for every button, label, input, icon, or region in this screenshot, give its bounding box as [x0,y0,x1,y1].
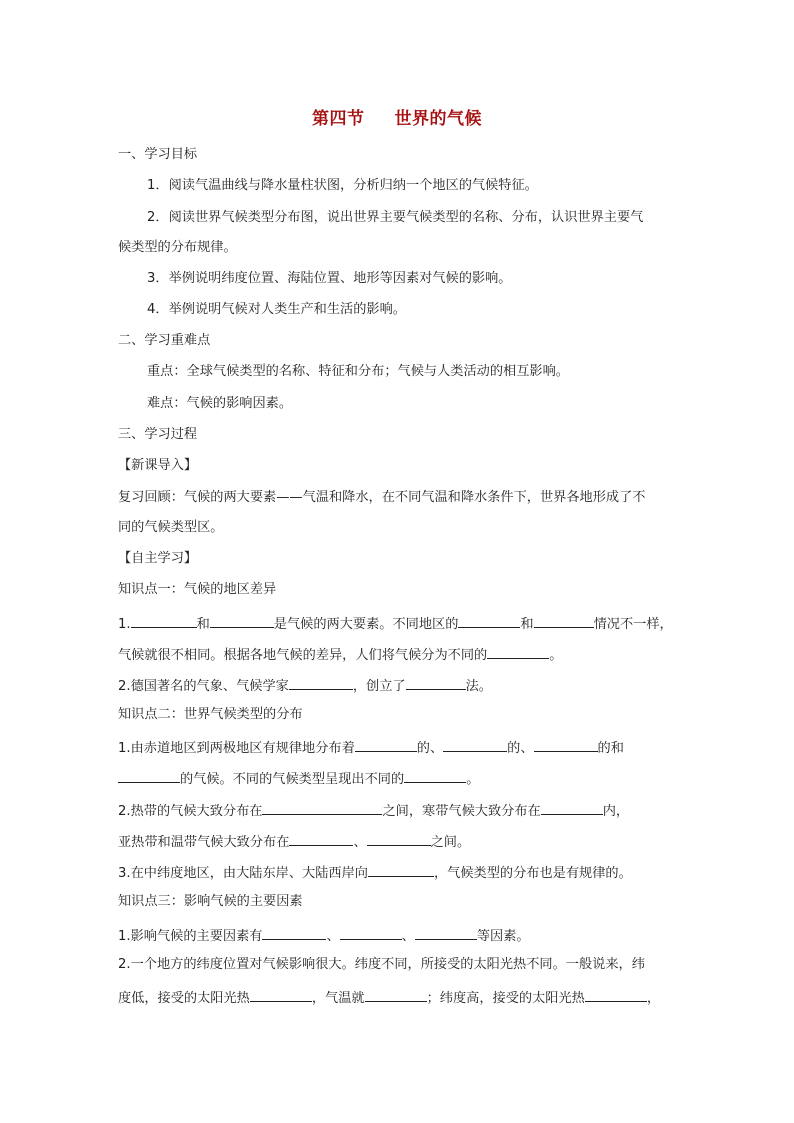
fill-blank[interactable] [458,614,520,628]
q-text: 法。 [465,679,492,694]
q-text: 情况不一样， [593,617,673,632]
fill-blank[interactable] [365,988,427,1002]
q-text: 的和 [597,741,624,756]
q-text: 是气候的两大要素。不同地区的 [273,617,459,632]
k3-question-1 [118,926,678,945]
k1-question-1 [118,614,678,633]
fill-blank[interactable] [404,769,466,783]
q-text: 2.热带的气候大致分布在 [118,804,263,819]
objective-1: 1．阅读气温曲线与降水量柱状图，分析归纳一个地区的气候特征。 [147,178,538,193]
objective-3: 3．举例说明纬度位置、海陆位置、地形等因素对气候的影响。 [147,271,512,286]
objective-4: 4．举例说明气候对人类生产和生活的影响。 [147,302,406,317]
knowledge-3-heading: 知识点三：影响气候的主要因素 [118,894,303,909]
fill-blank[interactable] [289,832,353,846]
q-text: ， [646,991,661,1006]
fill-blank[interactable] [585,988,647,1002]
q-text: 。 [466,772,480,787]
difficult-point: 难点：气候的影响因素。 [147,396,293,411]
q-text: 1. [118,617,131,632]
heading-key-points: 二、学习重难点 [118,333,211,348]
k2-question-2 [118,801,678,820]
fill-blank[interactable] [415,926,477,940]
fill-blank[interactable] [541,801,603,815]
k2-question-1 [118,738,678,757]
q-text: 1.影响气候的主要因素有 [118,929,263,944]
q-text: 之间。 [430,835,471,850]
fill-blank[interactable] [118,769,180,783]
objective-2-cont: 候类型的分布规律。 [118,240,237,255]
q-text: 3.在中纬度地区，由大陆东岸、大陆西岸向 [118,866,368,881]
k3-question-2: 2.一个地方的纬度位置对气候影响很大。纬度不同，所接受的太阳光热不同。一般说来，纬 [118,957,645,972]
fill-blank[interactable] [406,676,466,690]
q-text: 的、 [507,741,534,756]
q-text: 之间，寒带气候大致分布在 [382,804,541,819]
fill-blank[interactable] [262,926,326,940]
fill-blank[interactable] [368,863,434,877]
knowledge-1-heading: 知识点一：气候的地区差异 [118,582,277,597]
page-title [0,104,794,129]
fill-blank[interactable] [210,614,274,628]
q-text: 和 [196,617,210,632]
review-text-cont: 同的气候类型区。 [118,520,224,535]
q-text: 的气候。不同的气候类型呈现出不同的 [180,772,405,787]
fill-blank[interactable] [355,738,417,752]
fill-blank[interactable] [131,614,197,628]
fill-blank[interactable] [534,738,598,752]
q-text: 的、 [416,741,444,756]
self-study-tag: 【自主学习】 [118,551,198,566]
q-text: ，气候类型的分布也是有规律的。 [433,866,632,881]
q-text: 、 [326,929,340,944]
q-text: 亚热带和温带气候大致分布在 [118,835,290,850]
k1-question-2 [118,676,678,695]
q-text: 。 [549,648,563,663]
objective-2: 2．阅读世界气候类型分布图，说出世界主要气候类型的名称、分布，认识世界主要气 [147,210,644,225]
key-point: 重点：全球气候类型的名称、特征和分布；气候与人类活动的相互影响。 [147,364,569,379]
new-lesson-tag: 【新课导入】 [118,458,198,473]
heading-objectives: 一、学习目标 [118,147,198,162]
fill-blank[interactable] [340,926,402,940]
q-text: 内， [602,804,630,819]
fill-blank[interactable] [367,832,431,846]
section-name: 世界的气候 [394,109,482,129]
fill-blank[interactable] [250,988,312,1002]
section-number: 第四节 [312,109,365,129]
q-text: 、 [401,929,415,944]
k2-question-3 [118,863,678,882]
k2-question-1-cont [118,769,678,788]
k2-question-2-cont [118,832,678,851]
q-text: 、 [353,835,367,850]
q-text: ；纬度高，接受的太阳光热 [426,991,585,1006]
fill-blank[interactable] [289,676,353,690]
fill-blank[interactable] [443,738,507,752]
q-text: 2.德国著名的气象、气候学家 [118,679,289,694]
fill-blank[interactable] [487,645,549,659]
q-text: ，气温就 [311,991,365,1006]
q-text: 度低，接受的太阳光热 [118,991,250,1006]
k1-question-1-cont [118,645,678,664]
q-text: ，创立了 [352,679,406,694]
q-text: 1.由赤道地区到两极地区有规律地分布着 [118,741,355,756]
review-text: 复习回顾：气候的两大要素——气温和降水，在不同气温和降水条件下，世界各地形成了不 [118,490,646,505]
q-text: 等因素。 [476,929,530,944]
q-text: 气候就很不相同。根据各地气候的差异，人们将气候分为不同的 [118,648,488,663]
q-text: 和 [520,617,534,632]
knowledge-2-heading: 知识点二：世界气候类型的分布 [118,707,303,722]
fill-blank[interactable] [262,801,382,815]
heading-process: 三、学习过程 [118,427,198,442]
k3-question-2-cont [118,988,678,1007]
fill-blank[interactable] [534,614,594,628]
